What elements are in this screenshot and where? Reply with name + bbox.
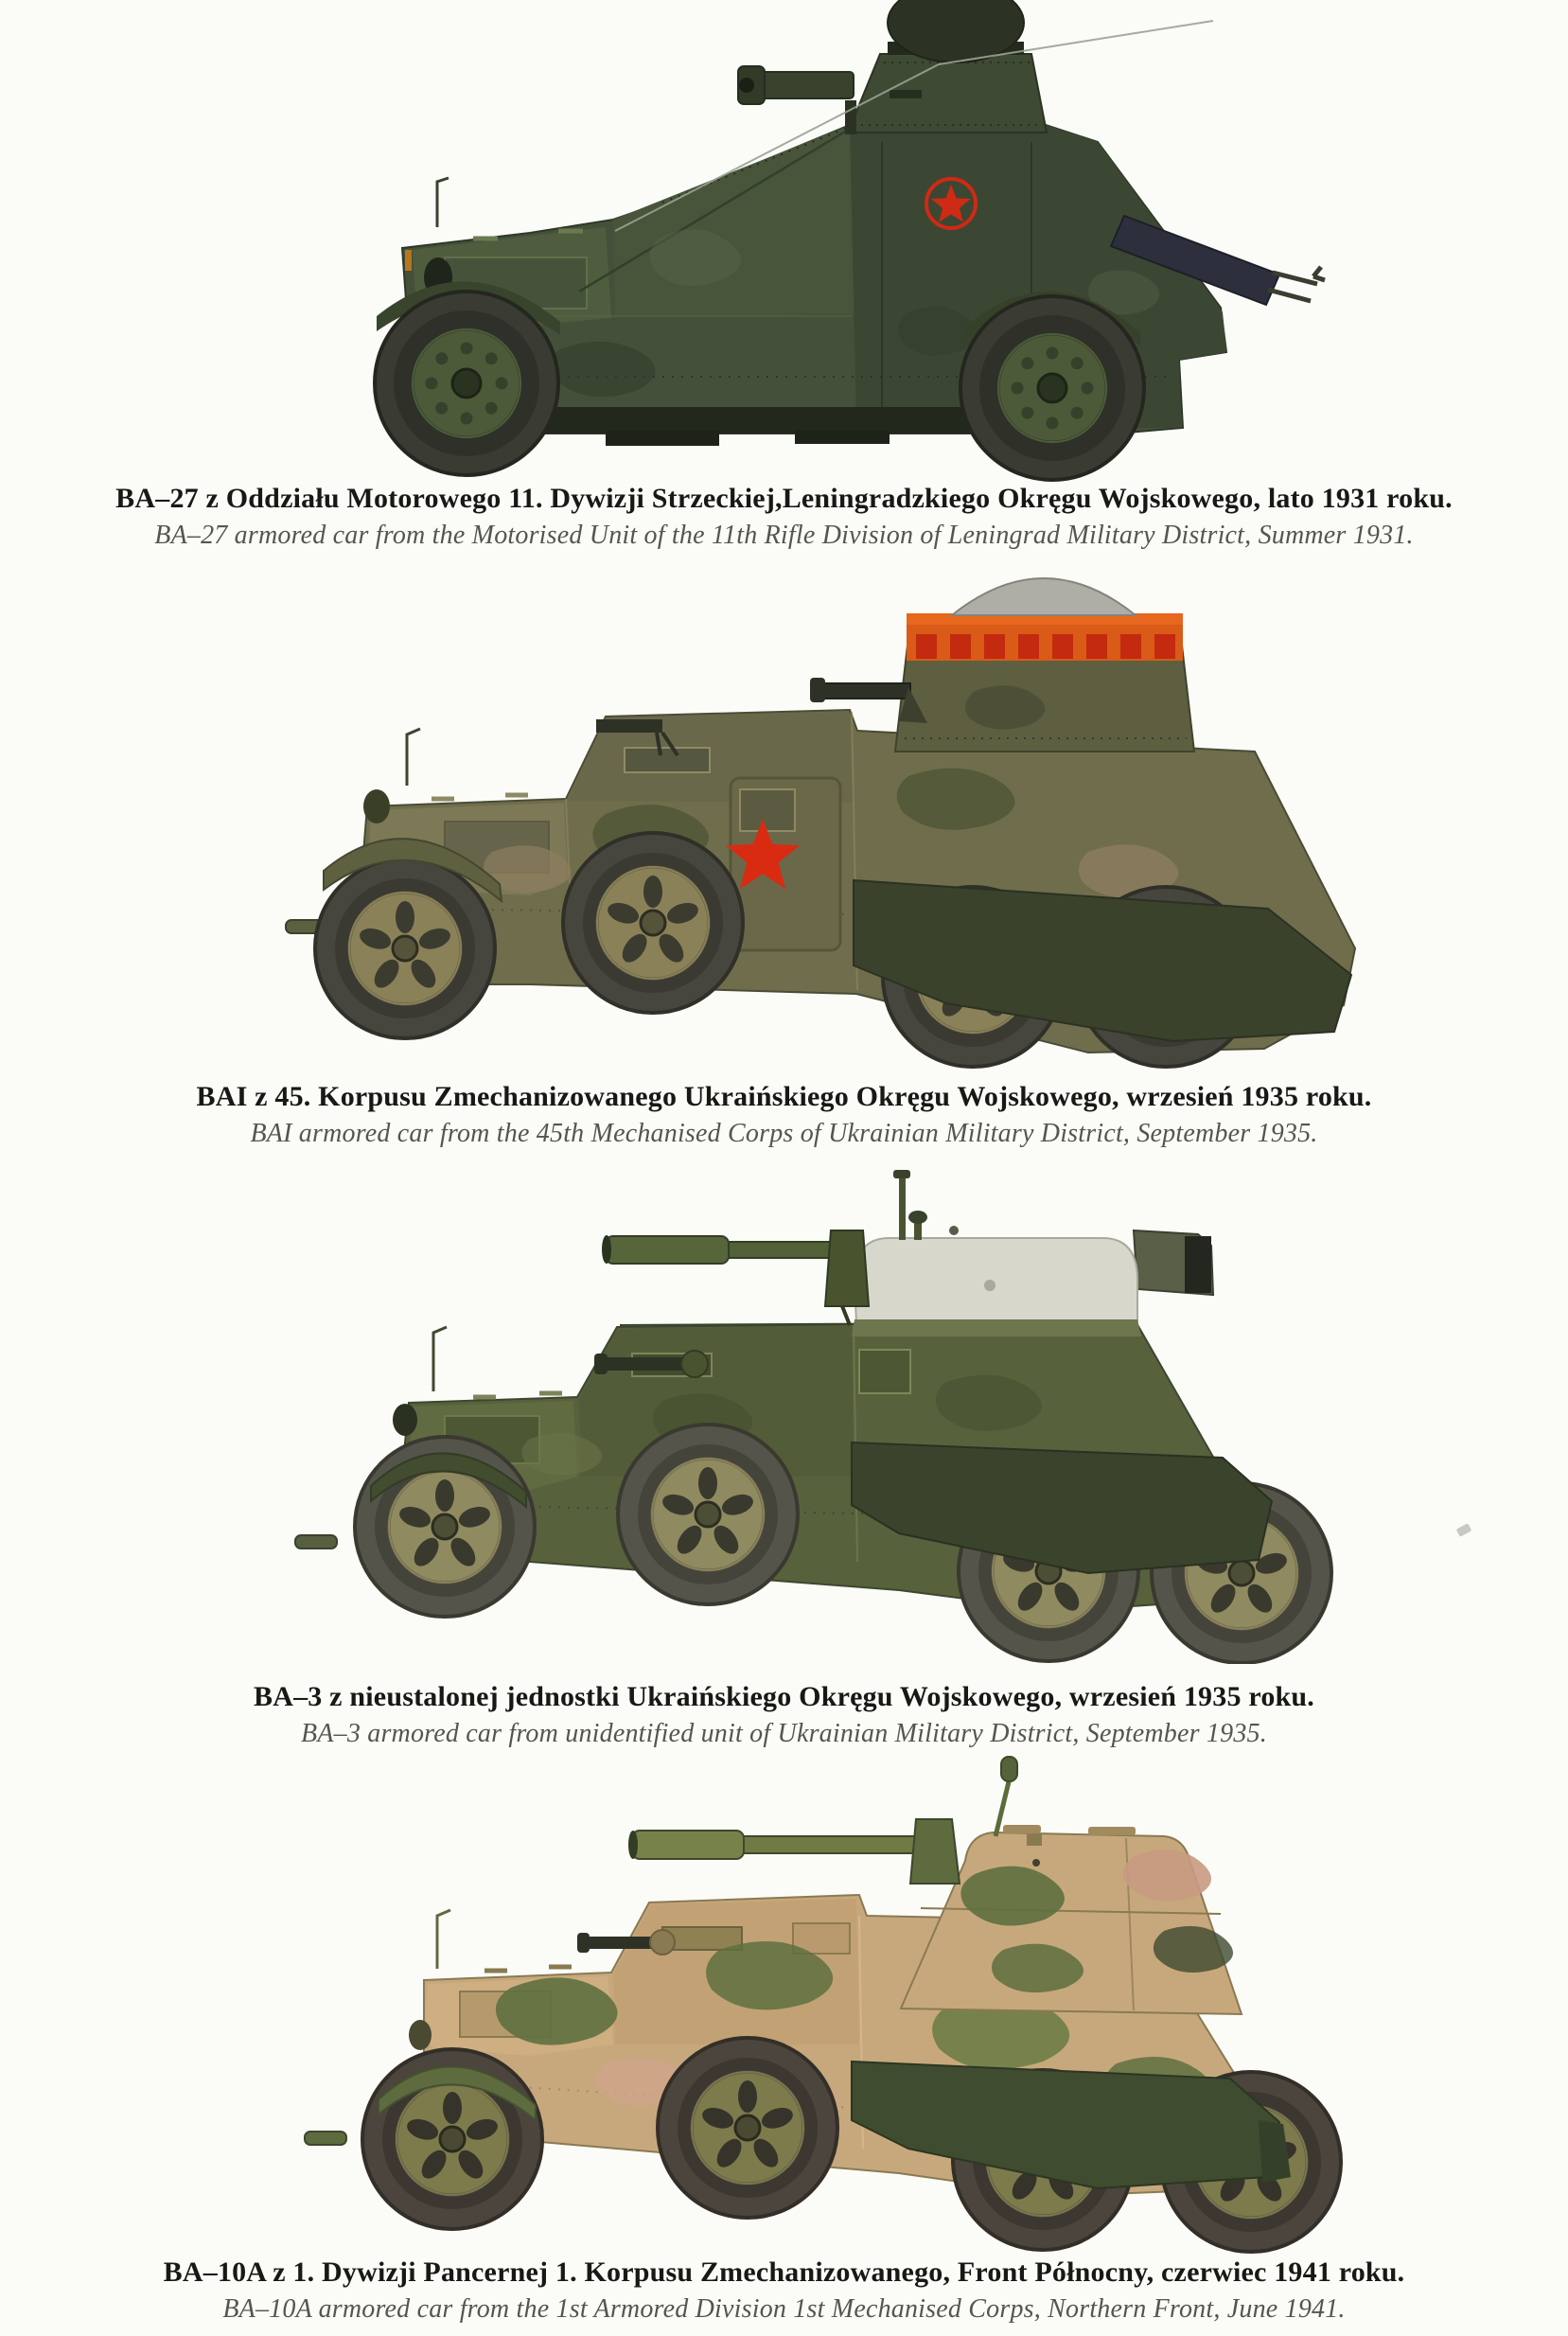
turret-dome	[952, 578, 1136, 615]
front-wheel	[375, 292, 558, 475]
antenna	[995, 1757, 1017, 1836]
middle-wheel	[618, 1425, 798, 1604]
headlamp	[393, 1404, 417, 1436]
middle-wheel	[658, 2038, 837, 2218]
caption-english: BA–3 armored car from unidentified unit of Ukrainian Military District, September 1935.	[301, 1718, 1267, 1748]
front-rod	[437, 178, 449, 227]
ba-3-illustration	[293, 1164, 1382, 1664]
main-gun	[602, 1230, 869, 1325]
tow-crank	[295, 1535, 337, 1548]
gun-mantlet	[825, 1230, 869, 1306]
headlamp	[363, 789, 390, 823]
turret	[852, 1170, 1213, 1336]
ba-27-illustration	[360, 0, 1382, 485]
tow-crank	[305, 2132, 346, 2145]
caption-english: BAI armored car from the 45th Mechanised Corps of Ukrainian Military District, September 1935.	[250, 1118, 1318, 1148]
turret-white-top	[854, 1238, 1137, 1323]
ba-10a-illustration	[303, 1756, 1391, 2256]
headlamp	[409, 2020, 432, 2050]
front-rod	[407, 729, 420, 786]
turret-band	[907, 625, 1183, 661]
caption-bai	[0, 1081, 1568, 1148]
vision-port	[1027, 1834, 1042, 1846]
front-rod	[433, 1327, 447, 1391]
front-wheel	[315, 858, 495, 1038]
side-hatch	[859, 1350, 910, 1393]
caption-english: BA–27 armored car from the Motorised Unit of the 11th Rifle Division of Leningrad Military District, Summer 1931.	[154, 520, 1414, 550]
turret	[848, 0, 1047, 133]
caption-ba-27	[0, 483, 1568, 550]
caption-ba-10a	[0, 2256, 1568, 2324]
caption-polish: BAI z 45. Korpusu Zmechanizowanego Ukraińskiego Okręgu Wojskowego, wrzesień 1935 roku.	[196, 1081, 1372, 1112]
caption-polish: BA–10A z 1. Dywizji Pancernej 1. Korpusu Zmechanizowanego, Front Północny, czerwiec 1941 roku.	[163, 2256, 1405, 2288]
caption-english: BA–10A armored car from the 1st Armored Division 1st Mechanised Corps, Northern Front, June 1941.	[222, 2293, 1346, 2324]
gun-mantlet	[910, 1819, 960, 1884]
scan-speck	[1456, 1523, 1472, 1537]
bai-illustration	[284, 568, 1363, 1070]
front-rod	[437, 1910, 450, 1969]
rear-wheel	[960, 296, 1144, 480]
periscope	[899, 1176, 906, 1240]
caption-ba-3	[0, 1681, 1568, 1748]
caption-polish: BA–3 z nieustalonej jednostki Ukraińskiego Okręgu Wojskowego, wrzesień 1935 roku.	[254, 1681, 1314, 1712]
main-gun	[628, 1819, 960, 1884]
caption-polish: BA–27 z Oddziału Motorowego 11. Dywizji Strzeckiej,Leningradzkiego Okręgu Wojskowego, lato 1931 roku.	[115, 483, 1453, 514]
turret	[895, 578, 1194, 752]
middle-wheel	[563, 833, 743, 1013]
turret-gun	[738, 66, 856, 134]
